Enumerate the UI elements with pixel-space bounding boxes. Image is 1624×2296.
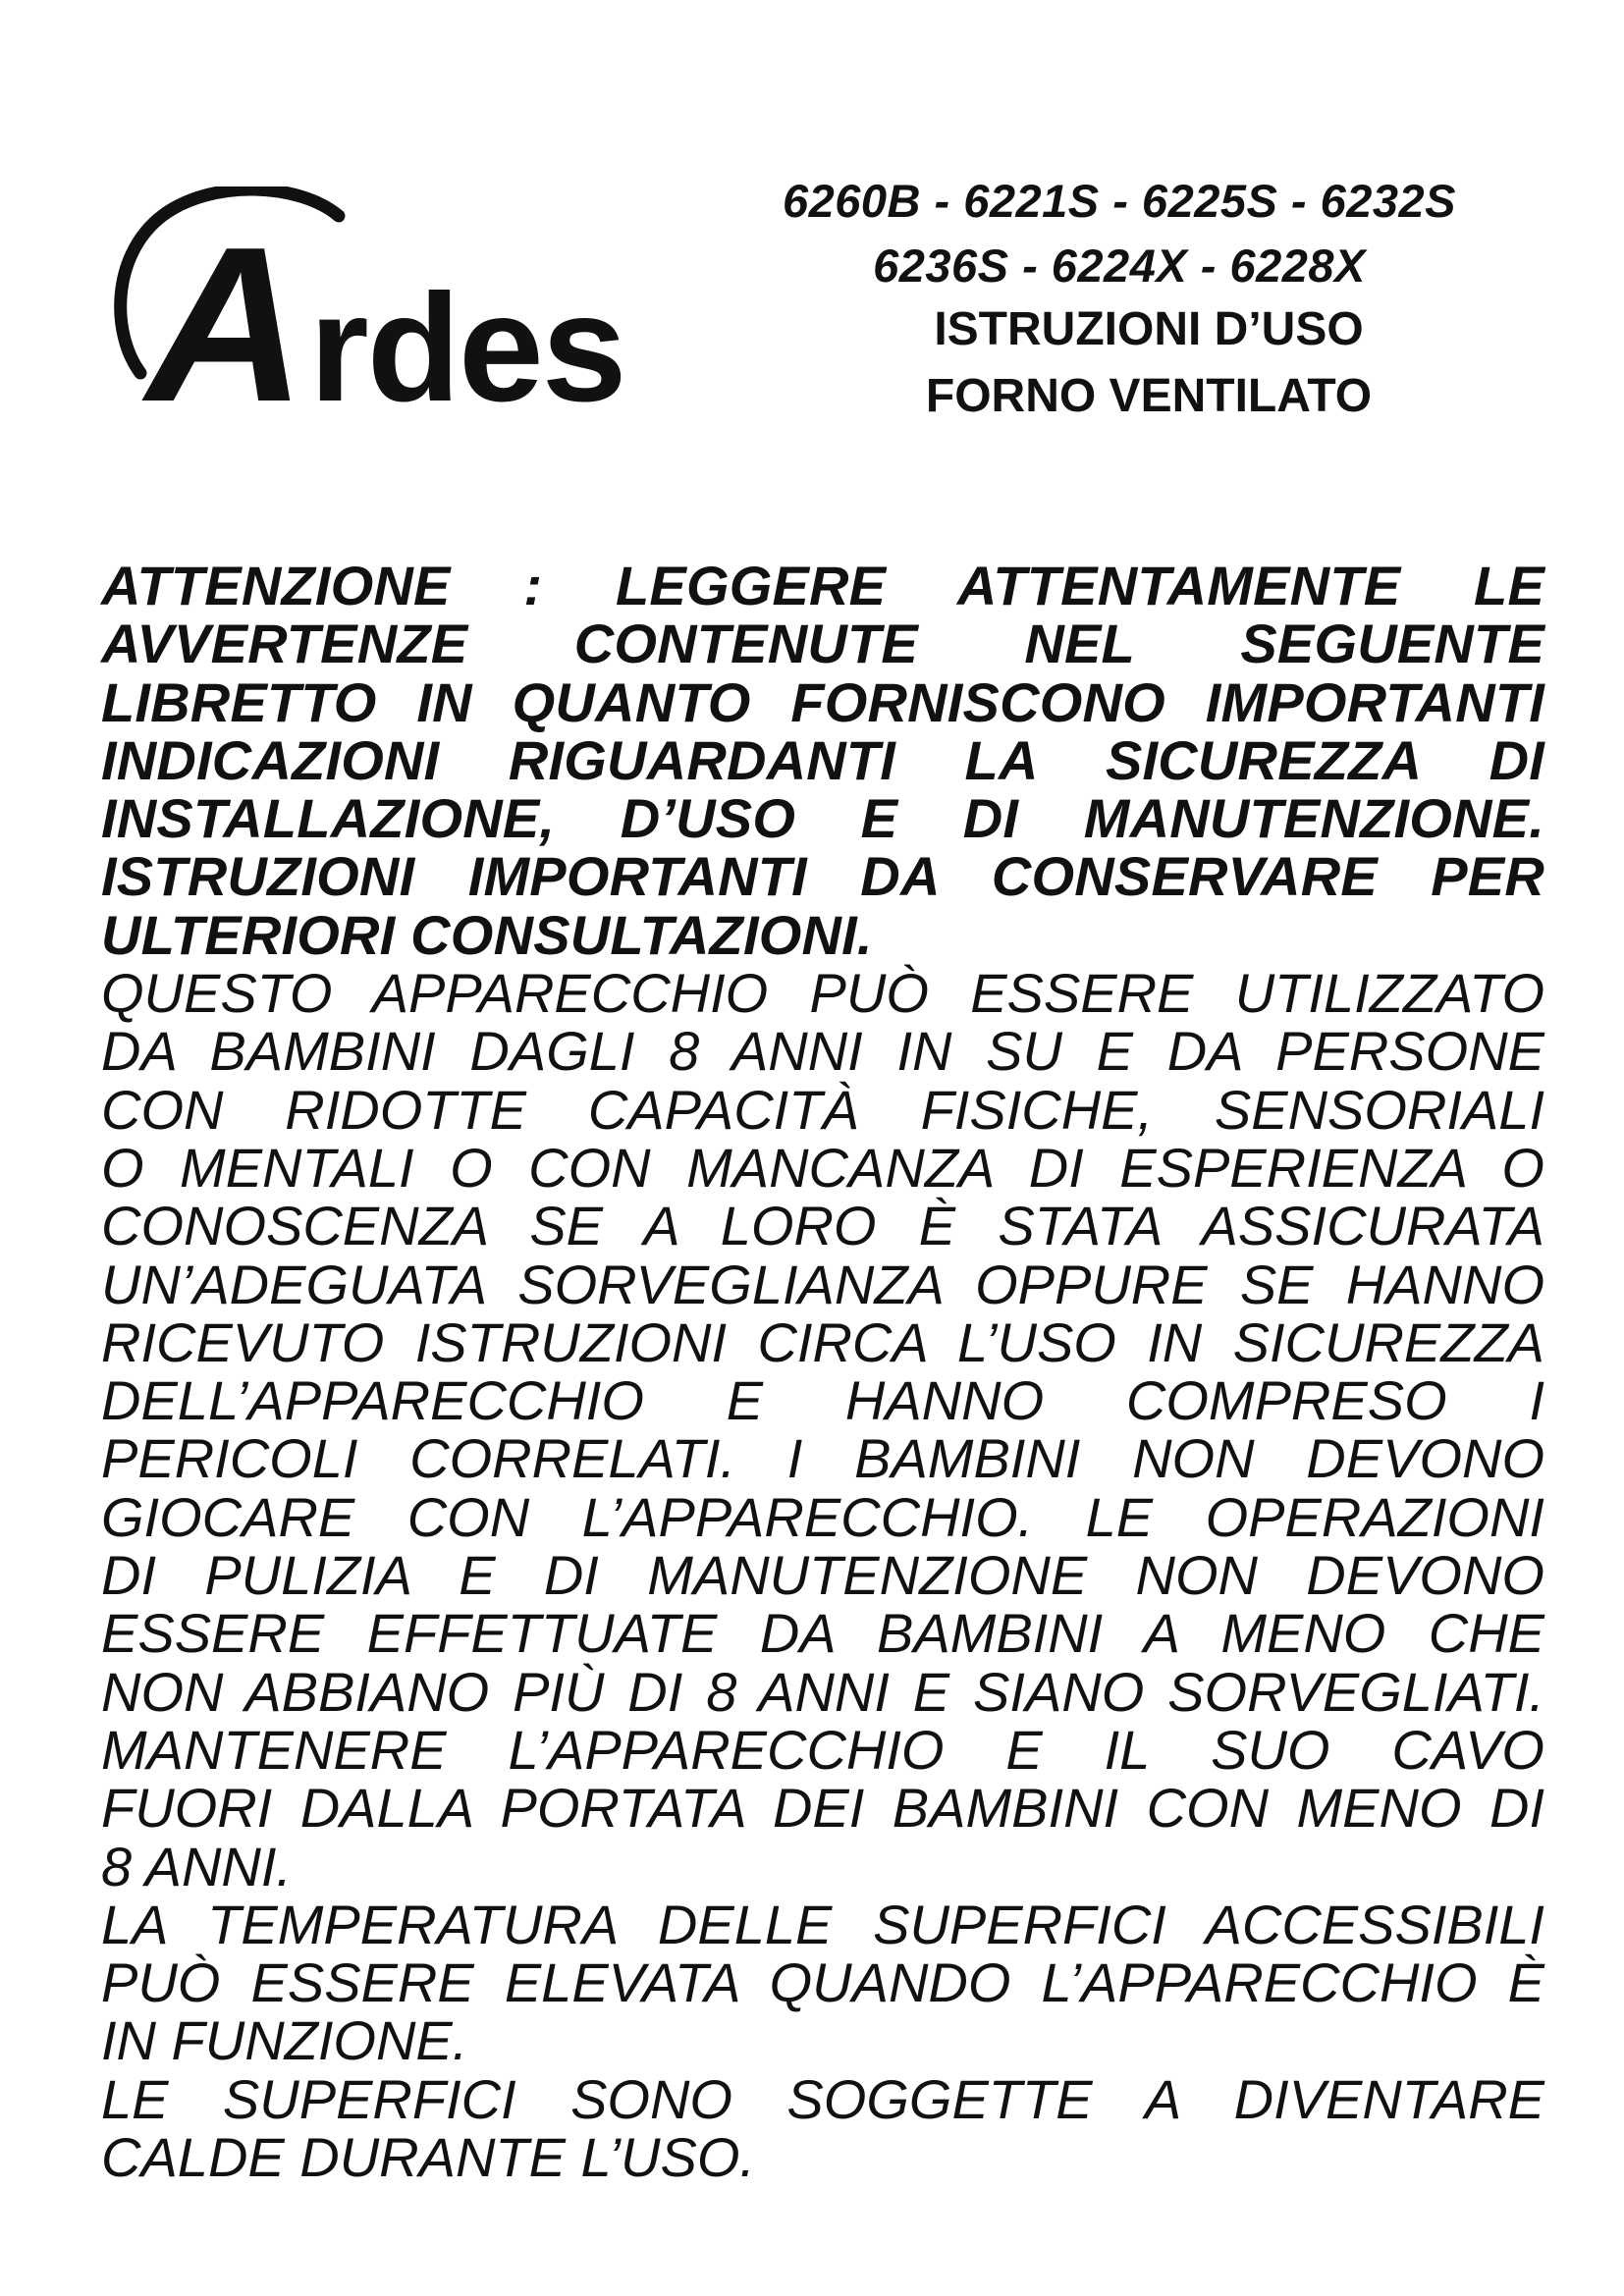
title-line-2: FORNO VENTILATO [925,370,1373,422]
models-line-1: 6260B - 6221S - 6225S - 6232S [782,175,1457,227]
warning-bold-line: ULTERIORI CONSULTAZIONI. [101,903,873,966]
warning-line: RICEVUTO ISTRUZIONI CIRCA L’USO IN SICUREZZA [101,1310,1544,1373]
warning-line: 8 ANNI. [101,1835,292,1897]
warning-line: CALDE DURANTE L’USO. [101,2126,755,2189]
warning-line: GIOCARE CON L’APPARECCHIO. LE OPERAZIONI [101,1485,1544,1548]
warning-bold-line: ISTRUZIONI IMPORTANTI DA CONSERVARE PER [101,845,1544,908]
warning-bold-line: LIBRETTO IN QUANTO FORNISCONO IMPORTANTI [101,670,1544,733]
warning-line: PERICOLI CORRELATI. I BAMBINI NON DEVONO [101,1427,1544,1490]
warning-line: NON ABBIANO PIÙ DI 8 ANNI E SIANO SORVEGLIATI. [101,1660,1544,1723]
warning-line: UN’ADEGUATA SORVEGLIANZA OPPURE SE HANNO [101,1253,1544,1315]
warning-line: DELL’APPARECCHIO E HANNO COMPRESO I [101,1369,1544,1432]
warning-line: CON RIDOTTE CAPACITÀ FISICHE, SENSORIALI [101,1078,1544,1141]
warning-bold-line: ATTENZIONE : LEGGERE ATTENTAMENTE LE [101,555,1544,616]
document-title [776,296,1522,430]
warning-section [101,555,1544,2189]
warning-line: MANTENERE L’APPARECCHIO E IL SUO CAVO [101,1718,1544,1781]
warning-line: ESSERE EFFETTUATE DA BAMBINI A MENO CHE [101,1602,1544,1665]
warning-plain-block [101,962,1544,2189]
ardes-logo [103,187,633,422]
model-numbers [687,169,1551,298]
title-line-1: ISTRUZIONI D’USO [934,303,1364,355]
warning-line: DI PULIZIA E DI MANUTENZIONE NON DEVONO [101,1544,1544,1607]
warning-bold-line: AVVERTENZE CONTENUTE NEL SEGUENTE [101,613,1544,675]
warning-line: DA BAMBINI DAGLI 8 ANNI IN SU E DA PERSONE [101,1020,1544,1083]
warning-bold-block [101,557,1544,964]
warning-line: CONOSCENZA SE A LORO È STATA ASSICURATA [101,1195,1544,1257]
svg-text:A: A [146,200,298,422]
svg-text:rdes: rdes [309,263,625,422]
warning-line: PUÒ ESSERE ELEVATA QUANDO L’APPARECCHIO È [101,1951,1544,2014]
warning-line: LE SUPERFICI SONO SOGGETTE A DIVENTARE [101,2067,1544,2130]
warning-bold-line: INSTALLAZIONE, D’USO E DI MANUTENZIONE. [101,787,1544,850]
warning-line: FUORI DALLA PORTATA DEI BAMBINI CON MENO DI [101,1777,1544,1840]
warning-line: O MENTALI O CON MANCANZA DI ESPERIENZA O [101,1136,1544,1199]
warning-line: QUESTO APPARECCHIO PUÒ ESSERE UTILIZZATO [101,962,1544,1025]
warning-line: LA TEMPERATURA DELLE SUPERFICI ACCESSIBILI [101,1893,1544,1955]
ardes-logo-graphic [103,187,633,422]
models-line-2: 6236S - 6224X - 6228X [873,240,1366,292]
warning-line: IN FUNZIONE. [101,2009,468,2072]
warning-bold-line: INDICAZIONI RIGUARDANTI LA SICUREZZA DI [101,728,1544,791]
